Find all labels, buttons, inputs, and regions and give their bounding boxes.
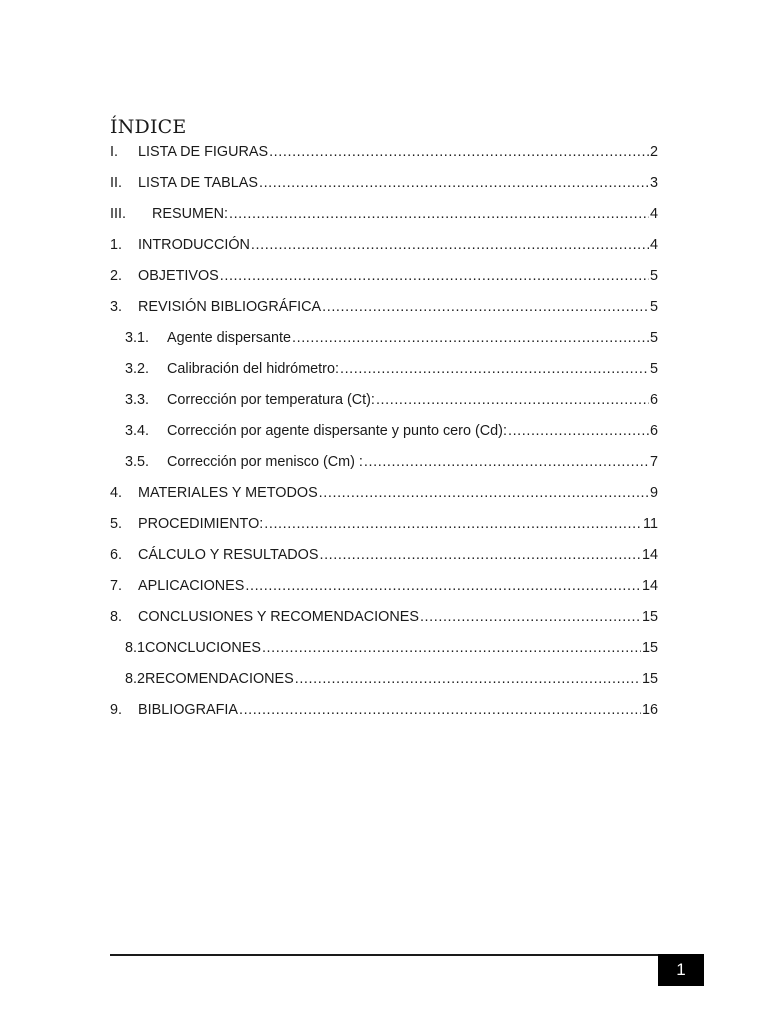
toc-leader-dots	[508, 423, 649, 439]
toc-entry-number: 7.	[110, 578, 123, 594]
toc-entry-number: 4.	[110, 485, 123, 501]
toc-entry-page: 11	[643, 516, 658, 532]
toc-entry-page: 16	[641, 702, 658, 718]
toc-leader-dots	[259, 175, 649, 191]
toc-entry-number: 3.	[110, 299, 123, 315]
toc-entry-label: Calibración del hidrómetro:	[167, 361, 339, 377]
toc-entry-page: 2	[649, 144, 658, 160]
toc-entry-label: Corrección por agente dispersante y punto cero (Cd):	[167, 423, 507, 439]
toc-entry-page: 15	[641, 609, 658, 625]
toc-entry-label: REVISIÓN BIBLIOGRÁFICA	[138, 299, 322, 315]
toc-entry-page: 14	[641, 578, 658, 594]
toc-entry-page: 6	[649, 423, 658, 439]
table-of-contents	[110, 137, 658, 726]
toc-leader-dots	[376, 392, 649, 408]
toc-entry-number: 1.	[110, 237, 123, 253]
toc-entry-page: 9	[649, 485, 658, 501]
toc-leader-dots	[295, 671, 641, 687]
toc-entry-page: 15	[641, 671, 658, 687]
toc-entry-page: 5	[649, 361, 658, 377]
toc-leader-dots	[364, 454, 649, 470]
page-number-badge: 1	[658, 954, 704, 986]
toc-entry[interactable]	[110, 292, 658, 323]
toc-entry-page: 5	[649, 299, 658, 315]
toc-entry-page: 15	[641, 640, 658, 656]
footer-rule	[110, 954, 658, 956]
toc-entry[interactable]	[110, 137, 658, 168]
toc-subentry[interactable]	[110, 385, 658, 416]
toc-entry[interactable]	[110, 230, 658, 261]
toc-entry-label: CONCLUSIONES Y RECOMENDACIONES	[138, 609, 419, 625]
toc-entry-label: LISTA DE FIGURAS	[138, 144, 269, 160]
toc-entry-page: 5	[649, 268, 658, 284]
toc-entry-page: 5	[649, 330, 658, 346]
toc-entry-label: Agente dispersante	[167, 330, 292, 346]
toc-entry-page: 4	[649, 206, 658, 222]
toc-leader-dots	[269, 144, 649, 160]
toc-entry-label: MATERIALES Y METODOS	[138, 485, 318, 501]
toc-entry-label: Corrección por menisco (Cm) :	[167, 454, 363, 470]
toc-leader-dots	[239, 702, 641, 718]
toc-leader-dots	[245, 578, 641, 594]
toc-entry-number: 9.	[110, 702, 123, 718]
toc-leader-dots	[251, 237, 649, 253]
toc-entry[interactable]	[110, 478, 658, 509]
toc-entry[interactable]	[110, 509, 658, 540]
toc-entry-page: 7	[649, 454, 658, 470]
toc-entry-label: RESUMEN:	[152, 206, 228, 222]
toc-subentry[interactable]	[110, 416, 658, 447]
toc-entry-page: 14	[641, 547, 658, 563]
toc-subentry[interactable]	[110, 664, 658, 695]
toc-entry-page: 6	[649, 392, 658, 408]
toc-entry-page: 3	[649, 175, 658, 191]
toc-entry-number: 3.1.	[125, 330, 150, 346]
toc-entry-label: Corrección por temperatura (Ct):	[167, 392, 375, 408]
page-title: ÍNDICE	[110, 116, 187, 138]
toc-entry-label: BIBLIOGRAFIA	[138, 702, 238, 718]
toc-entry-label: 8.1CONCLUCIONES	[125, 640, 261, 656]
toc-entry-number: 5.	[110, 516, 123, 532]
toc-entry-number: 3.5.	[125, 454, 150, 470]
toc-leader-dots	[262, 640, 641, 656]
toc-entry-number: 6.	[110, 547, 123, 563]
toc-entry-label: OBJETIVOS	[138, 268, 219, 284]
toc-leader-dots	[322, 299, 649, 315]
toc-leader-dots	[319, 485, 649, 501]
toc-entry[interactable]	[110, 199, 658, 230]
toc-leader-dots	[264, 516, 642, 532]
toc-entry-number: 3.4.	[125, 423, 150, 439]
toc-entry-number: 2.	[110, 268, 123, 284]
toc-leader-dots	[292, 330, 649, 346]
toc-entry-number: 8.	[110, 609, 123, 625]
toc-leader-dots	[220, 268, 649, 284]
toc-entry-label: PROCEDIMIENTO:	[138, 516, 264, 532]
toc-entry[interactable]	[110, 168, 658, 199]
toc-entry-label: LISTA DE TABLAS	[138, 175, 258, 191]
toc-entry[interactable]	[110, 261, 658, 292]
toc-entry-label: APLICACIONES	[138, 578, 245, 594]
toc-entry[interactable]	[110, 695, 658, 726]
toc-entry[interactable]	[110, 602, 658, 633]
toc-subentry[interactable]	[110, 633, 658, 664]
toc-leader-dots	[229, 206, 649, 222]
toc-subentry[interactable]	[110, 323, 658, 354]
toc-entry-number: 3.3.	[125, 392, 150, 408]
toc-subentry[interactable]	[110, 354, 658, 385]
toc-leader-dots	[420, 609, 641, 625]
toc-leader-dots	[319, 547, 641, 563]
toc-entry[interactable]	[110, 571, 658, 602]
toc-entry-number: III.	[110, 206, 126, 222]
toc-entry[interactable]	[110, 540, 658, 571]
toc-entry-number: 3.2.	[125, 361, 150, 377]
toc-entry-label: INTRODUCCIÓN	[138, 237, 250, 253]
toc-leader-dots	[340, 361, 649, 377]
toc-subentry[interactable]	[110, 447, 658, 478]
toc-entry-number: I.	[110, 144, 118, 160]
toc-entry-label: 8.2RECOMENDACIONES	[125, 671, 294, 687]
toc-entry-number: II.	[110, 175, 122, 191]
toc-entry-page: 4	[649, 237, 658, 253]
toc-entry-label: CÁLCULO Y RESULTADOS	[138, 547, 319, 563]
